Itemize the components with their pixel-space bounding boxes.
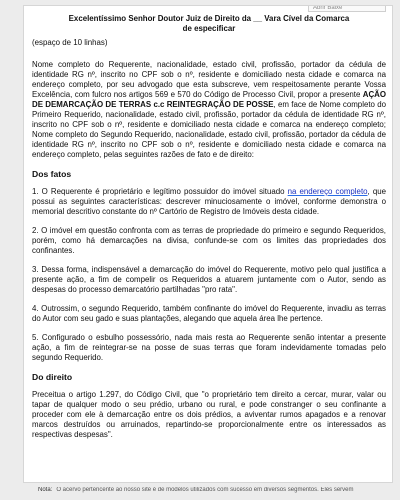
document-page [23, 5, 393, 483]
facts-p1-text-b: , que possui as seguintes características: descrever minuciosamente o imóvel, conforme demonstra o memorial descritivo constante do nº Cartório de Registro de Imóveis desta cidade. [32, 187, 386, 216]
court-address-line-1: Excelentíssimo Senhor Doutor Juiz de Direito da __ Vara Cível da Comarca [68, 14, 350, 23]
facts-p1-text-a: 1. O Requerente é proprietário e legítimo possuidor do imóvel situado [32, 187, 288, 196]
address-link[interactable]: na endereço completo [287, 187, 368, 196]
facts-paragraph-3: 3. Dessa forma, indispensável a demarcação do imóvel do Requerente, motivo pelo qual justifica a presente ação, a fim de compelir os Requeridos a atuarem juntamente com o Autor, sendo as despesas do processo demarcatório partilhadas "pro rata". [32, 265, 386, 294]
action-title: AÇÃO DE DEMARCAÇÃO DE TERRAS c.c REINTEGRAÇÃO DE POSSE [32, 90, 386, 109]
facts-paragraph-2: 2. O imóvel em questão confronta com as terras de propriedade do primeiro e segundo Requeridos, porém, como há demarcações na divisa, confunde-se com os limites das propriedades dos confinantes. [32, 226, 386, 255]
facts-paragraph-5: 5. Configurado o esbulho possessório, nada mais resta ao Requerente senão intentar a presente ação, a fim de reintegrar-se na posse de suas terras que foram indevidamente tomadas pelo segundo Requerido. [32, 333, 386, 362]
facts-paragraph-1 [32, 187, 386, 217]
spacing-note: (espaço de 10 linhas) [32, 38, 108, 47]
court-address-line-2: de especificar [182, 24, 236, 33]
facts-paragraph-4: 4. Outrossim, o segundo Requerido, também confinante do imóvel do Requerente, invadiu as terras do Autor com seu gado e suas plantações, alegando que aquela área lhe pertence. [32, 304, 386, 323]
law-heading: Do direito [32, 372, 73, 382]
footer-note-text: O acervo pertencente ao nosso site é de modelos utilizados com sucesso em diversos segmentos. Eles servem [56, 487, 354, 493]
footer-note-label: Nota: [38, 487, 53, 493]
intro-text-b: , em face de Nome completo do Primeiro Requerido, nacionalidade, estado civil, profissão, portador da cédula de identidade RG nº, inscrito no CPF sob o nº, residente e domiciliado nesta cidade e comarca na endereço completo; Nome completo do Segundo Requerido, nacionalidade, estado civil, profissão, portador da cédula de identidade RG nº, inscrito no CPF sob o nº, residente e domiciliado nesta cidade e comarca na endereço completo, pelas seguintes razões de fato e de direito: [32, 100, 386, 159]
document-content [32, 14, 386, 449]
law-paragraph-1: Preceitua o artigo 1.297, do Código Civil, que "o proprietário tem direito a cercar, murar, valar ou tapar de qualquer modo o seu prédio, urbano ou rural, e pode constranger o seu confinante a proceder com ele à demarcação entre os dois prédios, a aviventar rumos apagados e a renovar marcos destruídos ou arruinados, repartindo-se proporcionalmente entre os interessados as respectivas despesas". [32, 390, 386, 439]
download-badge[interactable]: Abrir Baixe [308, 5, 386, 12]
footer-note [38, 487, 398, 493]
facts-heading: Dos fatos [32, 169, 72, 179]
intro-text-a: Nome completo do Requerente, nacionalidade, estado civil, profissão, portador da cédula de identidade RG nº, inscrito no CPF sob o nº, residente e domiciliado nesta cidade e comarca na endereço completo, por seu advogado que esta subscreve, vem respeitosamente perante Vossa Excelência, com fulcro nos artigos 569 e 570 do Código de Processo Civil, propor a presente [32, 60, 386, 99]
intro-paragraph [32, 60, 386, 160]
